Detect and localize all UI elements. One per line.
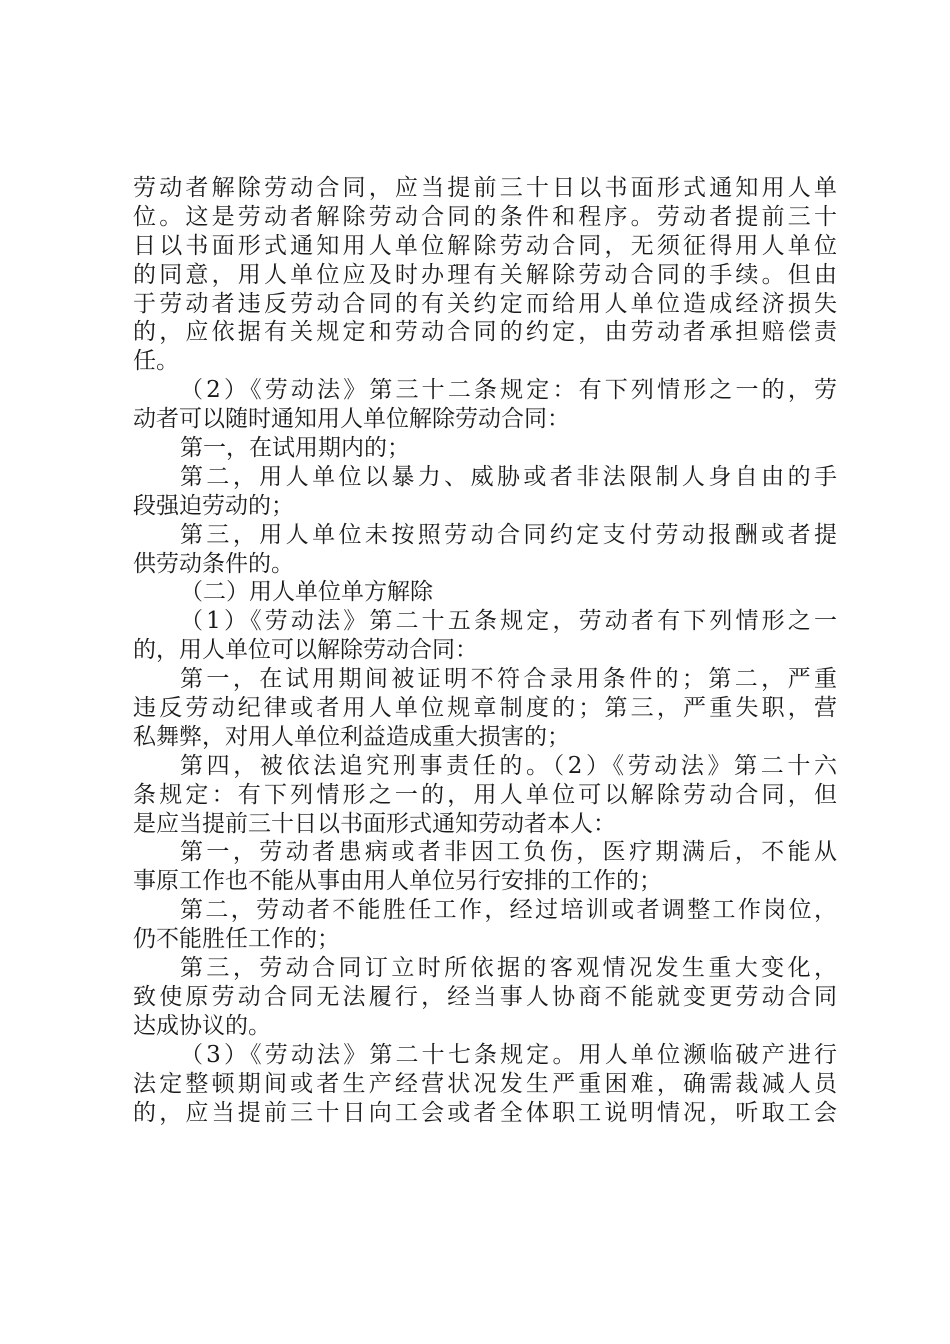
text-line: 第一，在试用期内的；	[180, 435, 410, 462]
text-line: （1）《劳动法》第二十五条规定，劳动者有下列情形之一	[180, 608, 837, 635]
text-line: 供劳动条件的。	[133, 550, 294, 577]
text-line: 的，应当提前三十日向工会或者全体职工说明情况，听取工会	[133, 1099, 837, 1126]
text-line: 条规定：有下列情形之一的，用人单位可以解除劳动合同，但	[133, 781, 837, 808]
text-line: 任。	[133, 348, 179, 375]
text-line: 第四，被依法追究刑事责任的。（2）《劳动法》第二十六	[180, 752, 837, 779]
text-line: 第一，劳动者患病或者非因工负伤，医疗期满后，不能从	[180, 839, 837, 866]
text-line: 第二，用人单位以暴力、威胁或者非法限制人身自由的手	[180, 463, 837, 490]
text-line: 第一，在试用期间被证明不符合录用条件的；第二，严重	[180, 666, 837, 693]
text-line: 第二，劳动者不能胜任工作，经过培训或者调整工作岗位，	[180, 897, 837, 924]
text-line: 日以书面形式通知用人单位解除劳动合同，无须征得用人单位	[133, 232, 837, 259]
text-line: 的，应依据有关规定和劳动合同的约定，由劳动者承担赔偿责	[133, 319, 837, 346]
text-line: （2）《劳动法》第三十二条规定：有下列情形之一的，劳	[180, 377, 837, 404]
text-line: 致使原劳动合同无法履行，经当事人协商不能就变更劳动合同	[133, 983, 837, 1010]
text-line: （二）用人单位单方解除	[180, 579, 433, 606]
text-line: 私舞弊，对用人单位利益造成重大损害的；	[133, 723, 570, 750]
text-line: 动者可以随时通知用人单位解除劳动合同：	[133, 406, 570, 433]
text-line: 的同意，用人单位应及时办理有关解除劳动合同的手续。但由	[133, 261, 837, 288]
text-line: 第三，劳动合同订立时所依据的客观情况发生重大变化，	[180, 955, 837, 982]
text-line: 达成协议的。	[133, 1012, 271, 1039]
text-line: 仍不能胜任工作的；	[133, 926, 340, 953]
text-line: 的，用人单位可以解除劳动合同：	[133, 637, 478, 664]
text-line: 违反劳动纪律或者用人单位规章制度的；第三，严重失职，营	[133, 695, 837, 722]
text-line: 法定整顿期间或者生产经营状况发生严重困难，确需裁减人员	[133, 1070, 837, 1097]
text-line: 位。这是劳动者解除劳动合同的条件和程序。劳动者提前三十	[133, 203, 837, 230]
document-body	[133, 174, 837, 1127]
text-line: 是应当提前三十日以书面形式通知劳动者本人：	[133, 810, 616, 837]
text-line: 段强迫劳动的；	[133, 492, 294, 519]
text-line: （3）《劳动法》第二十七条规定。用人单位濒临破产进行	[180, 1041, 837, 1068]
text-line: 第三，用人单位未按照劳动合同约定支付劳动报酬或者提	[180, 521, 837, 548]
text-line: 于劳动者违反劳动合同的有关约定而给用人单位造成经济损失	[133, 290, 837, 317]
text-line: 劳动者解除劳动合同，应当提前三十日以书面形式通知用人单	[133, 175, 837, 201]
text-line: 事原工作也不能从事由用人单位另行安排的工作的；	[133, 868, 662, 895]
